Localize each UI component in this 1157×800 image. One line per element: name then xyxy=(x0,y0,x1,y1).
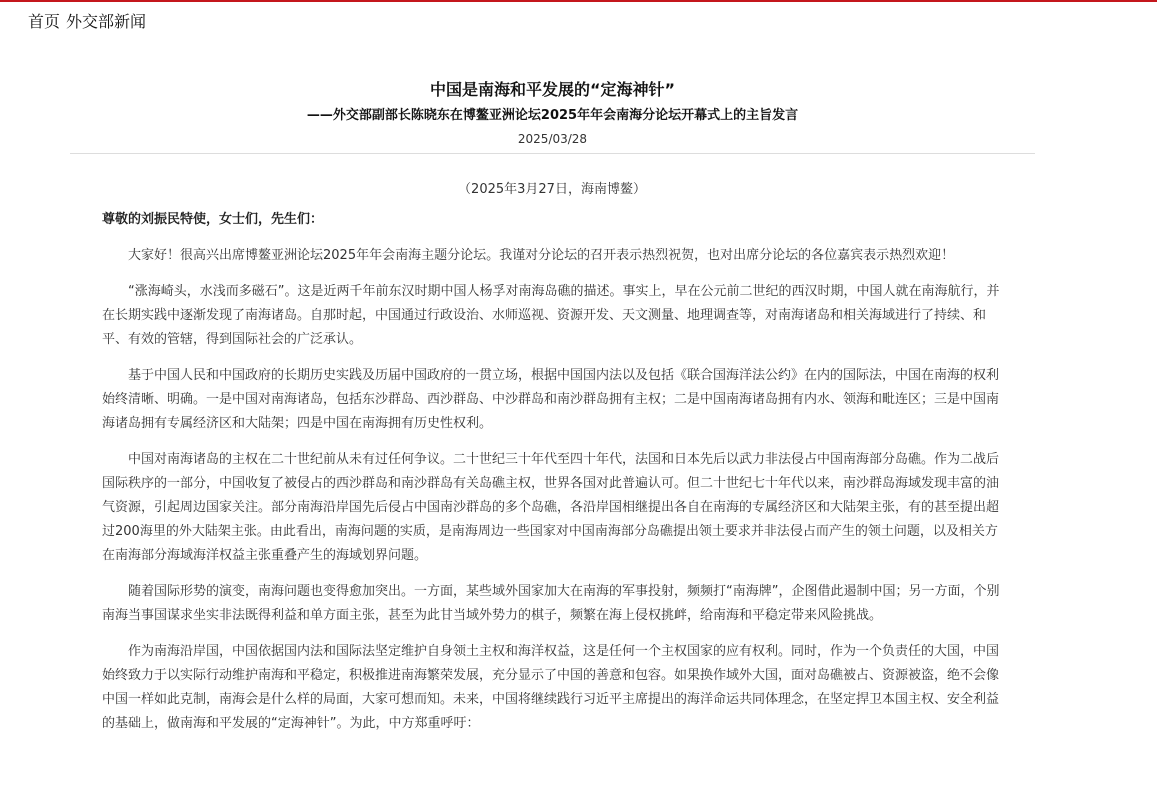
article-subtitle: ——外交部副部长陈晓东在博鳌亚洲论坛2025年年会南海分论坛开幕式上的主旨发言 xyxy=(306,108,799,123)
article-date: 2025/03/28 xyxy=(517,132,588,146)
article-salutation: 尊敬的刘振民特使，女士们，先生们： xyxy=(102,212,324,227)
article-paragraph: 中国对南海诸岛的主权在二十世纪前从未有过任何争议。二十世纪三十年代至四十年代，法国和日本先后以武力非法侵占中国南海部分岛礁。作为二战后国际秩序的一部分，中国收复了被侵占的西沙群岛和南沙群岛有关岛礁主权，世界各国对此普遍认可。但二十世纪七十年代以来，南沙群岛海域发现丰富的油气资源，引起周边国家关注。部分南海沿岸国先后侵占中国南沙群岛的多个岛礁，各沿岸国相继提出各自在南海的专属经济区和大陆架主张，有的甚至提出超过200海里的外大陆架主张。由此看出，南海问题的实质，是南海周边一些国家对中国南海部分岛礁提出领土要求并非法侵占而产生的领土问题，以及相关方在南海部分海域海洋权益主张重叠产生的海域划界问题。 xyxy=(102,452,1000,563)
article-body xyxy=(102,178,1002,748)
article-dateline: （2025年3月27日，海南博鳌） xyxy=(458,182,646,197)
article-paragraph: 大家好！很高兴出席博鳌亚洲论坛2025年年会南海主题分论坛。我谨对分论坛的召开表示热烈祝贺，也对出席分论坛的各位嘉宾表示热烈欢迎！ xyxy=(128,248,955,263)
article-paragraph: 随着国际形势的演变，南海问题也变得愈加突出。一方面，某些域外国家加大在南海的军事投射，频频打“南海牌”，企图借此遏制中国；另一方面，个别南海当事国谋求坐实非法既得利益和单方面主张，甚至为此甘当域外势力的棋子，频繁在海上侵权挑衅，给南海和平稳定带来风险挑战。 xyxy=(102,584,1000,623)
top-accent-rule xyxy=(0,0,1157,2)
breadcrumb xyxy=(28,11,146,33)
article-paragraph: 基于中国人民和中国政府的长期历史实践及历届中国政府的一贯立场，根据中国国内法以及包括《联合国海洋法公约》在内的国际法，中国在南海的权利始终清晰、明确。一是中国对南海诸岛，包括东沙群岛、西沙群岛、中沙群岛和南沙群岛拥有主权；二是中国南海诸岛拥有内水、领海和毗连区；三是中国南海诸岛拥有专属经济区和大陆架；四是中国在南海拥有历史性权利。 xyxy=(102,368,1000,431)
breadcrumb-section-link[interactable]: 外交部新闻 xyxy=(66,12,147,31)
article-paragraph: “涨海崎头，水浅而多磁石”。这是近两千年前东汉时期中国人杨孚对南海岛礁的描述。事实上，早在公元前二世纪的西汉时期，中国人就在南海航行，并在长期实践中逐渐发现了南海诸岛。自那时起，中国通过行政设治、水师巡视、资源开发、天文测量、地理调查等，对南海诸岛和相关海域进行了持续、和平、有效的管辖，得到国际社会的广泛承认。 xyxy=(102,284,1000,347)
article-header xyxy=(70,78,1035,148)
article-title: 中国是南海和平发展的“定海神针” xyxy=(429,80,676,99)
article-paragraph: 作为南海沿岸国，中国依据国内法和国际法坚定维护自身领土主权和海洋权益，这是任何一个主权国家的应有权利。同时，作为一个负责任的大国，中国始终致力于以实际行动维护南海和平稳定，积极推进南海繁荣发展，充分显示了中国的善意和包容。如果换作域外大国，面对岛礁被占、资源被盗，绝不会像中国一样如此克制，南海会是什么样的局面，大家可想而知。未来，中国将继续践行习近平主席提出的海洋命运共同体理念，在坚定捍卫本国主权、安全利益的基础上，做南海和平发展的“定海神针”。为此，中方郑重呼吁： xyxy=(102,644,1000,731)
header-divider xyxy=(70,153,1035,154)
breadcrumb-home-link[interactable]: 首页 xyxy=(28,12,61,31)
